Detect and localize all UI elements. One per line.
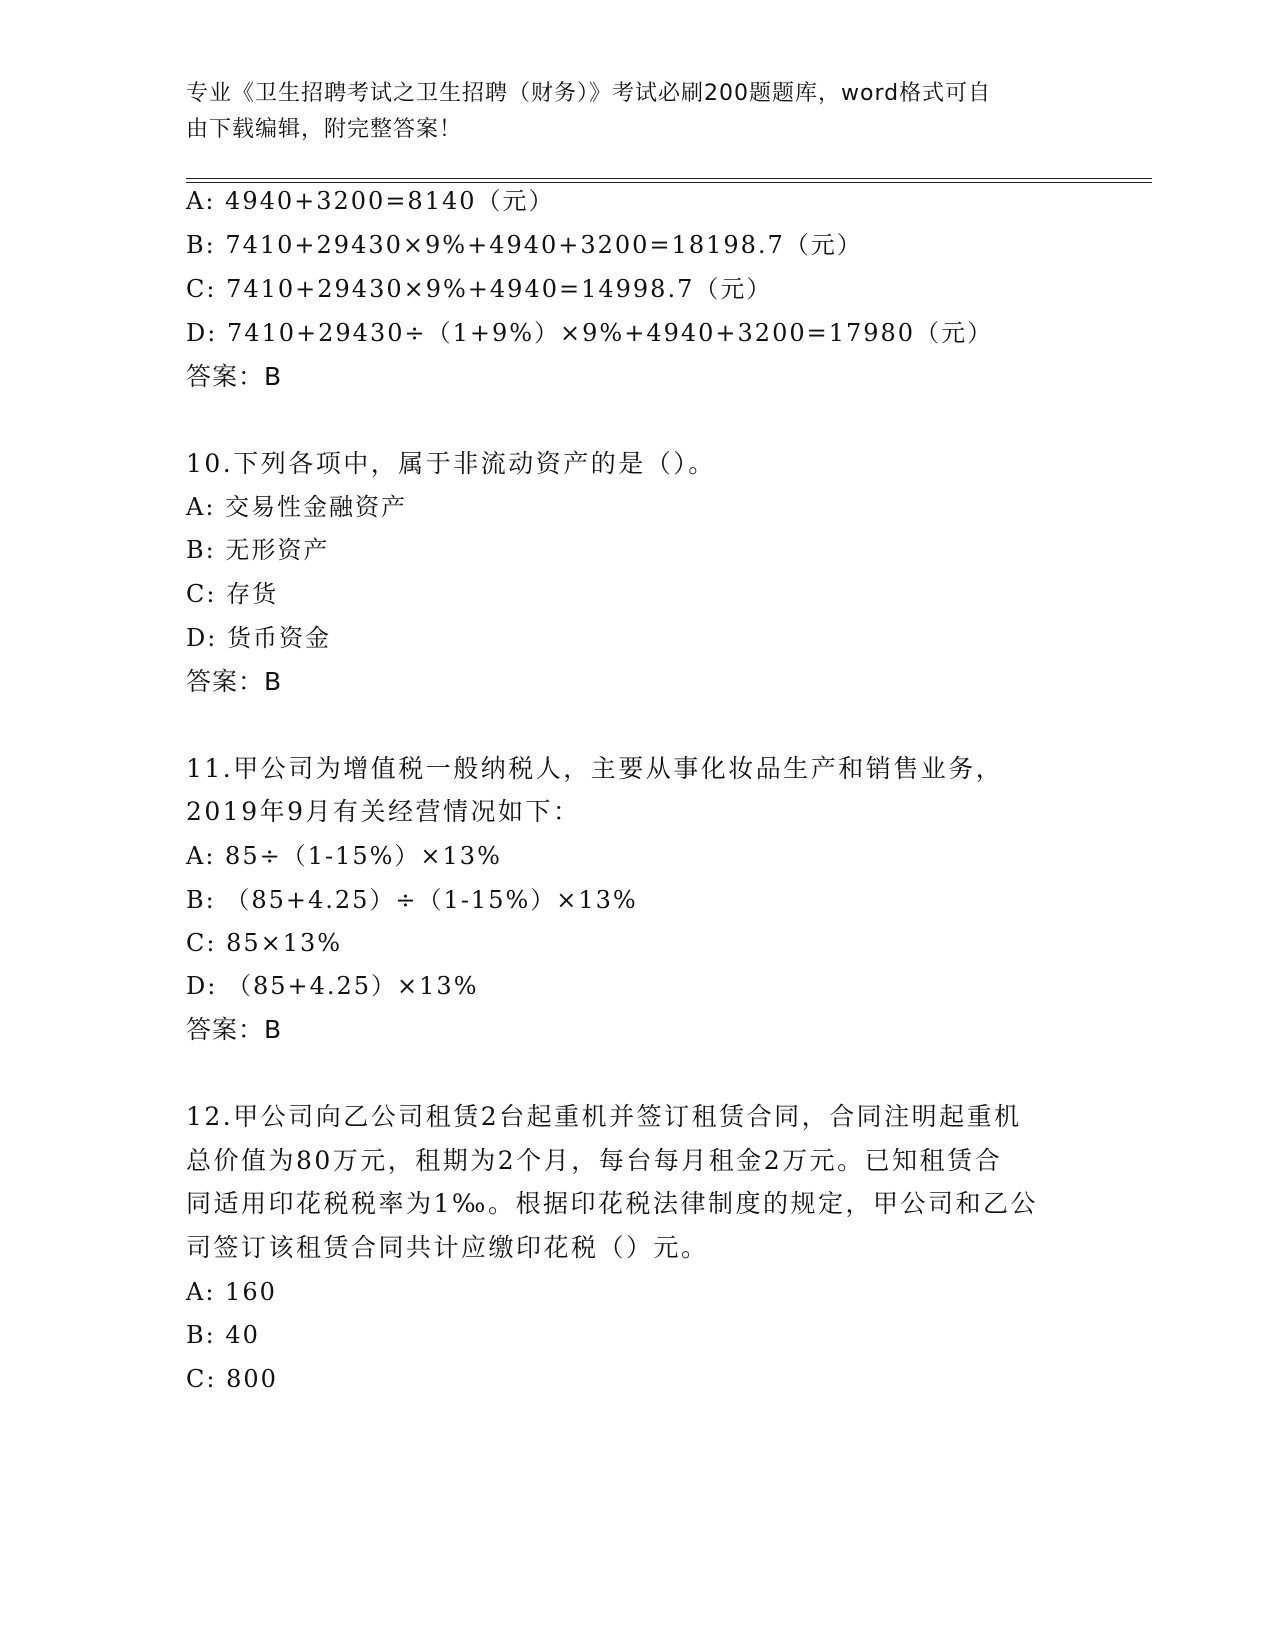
q10-option-c: C: 存货	[186, 580, 279, 608]
q12-stem-line-3: 同适用印花税税率为1‰。根据印花税法律制度的规定，甲公司和乙公	[186, 1189, 1038, 1218]
header-divider-bottom	[186, 182, 1152, 183]
q10-option-b: B: 无形资产	[186, 536, 330, 564]
q9-answer: 答案：B	[186, 362, 283, 391]
q9-option-a: A: 4940+3200=8140（元）	[186, 187, 555, 215]
q10-stem: 10.下列各项中，属于非流动资产的是（）。	[186, 449, 716, 478]
q11-answer: 答案：B	[186, 1015, 283, 1044]
q10-option-d: D: 货币资金	[186, 624, 331, 652]
header-line-1: 专业《卫生招聘考试之卫生招聘（财务）》考试必刷200题题库，word格式可自	[186, 81, 992, 106]
q12-option-b: B: 40	[186, 1321, 260, 1349]
q12-stem-line-2: 总价值为80万元，租期为2个月，每台每月租金2万元。已知租赁合	[186, 1146, 1003, 1175]
header-line-2: 由下载编辑，附完整答案！	[186, 117, 463, 142]
q10-answer: 答案：B	[186, 667, 283, 696]
q11-option-a: A: 85÷（1-15%）×13%	[186, 842, 502, 870]
q11-stem-line-2: 2019年9月有关经营情况如下：	[186, 797, 581, 826]
q11-option-c: C: 85×13%	[186, 929, 343, 957]
q11-option-b: B: （85+4.25）÷（1-15%）×13%	[186, 886, 638, 914]
q12-option-c: C: 800	[186, 1365, 278, 1393]
q11-option-d: D: （85+4.25）×13%	[186, 972, 479, 1000]
header-divider-top	[186, 178, 1152, 179]
q10-option-a: A: 交易性金融资产	[186, 493, 408, 521]
q12-option-a: A: 160	[186, 1278, 277, 1306]
q9-option-d: D: 7410+29430÷（1+9%）×9%+4940+3200=17980（元）	[186, 319, 994, 347]
q9-option-c: C: 7410+29430×9%+4940=14998.7（元）	[186, 275, 773, 303]
q9-option-b: B: 7410+29430×9%+4940+3200=18198.7（元）	[186, 231, 863, 259]
q12-stem-line-4: 司签订该租赁合同共计应缴印花税（）元。	[186, 1233, 709, 1262]
q11-stem-line-1: 11.甲公司为增值税一般纳税人，主要从事化妆品生产和销售业务，	[186, 754, 1004, 783]
document-header	[186, 76, 1086, 148]
q12-stem-line-1: 12.甲公司向乙公司租赁2台起重机并签订租赁合同，合同注明起重机	[186, 1102, 1022, 1131]
